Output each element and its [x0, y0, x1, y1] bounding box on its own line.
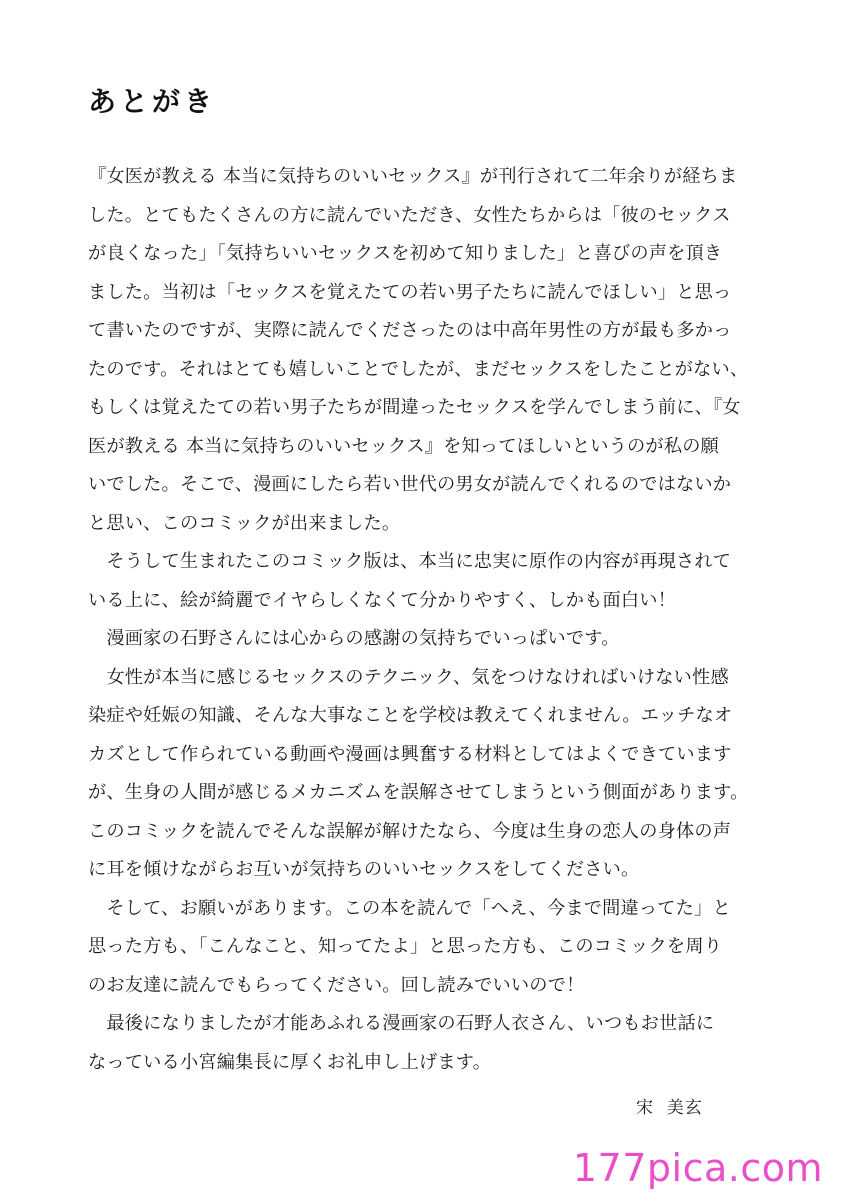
author-signature: 宋 美玄	[636, 1098, 703, 1118]
text-line: いる上に、絵が綺麗でイヤらしくなくて分かりやすく、しかも面白い！	[88, 589, 677, 611]
text-line: いでした。そこで、漫画にしたら若い世代の男女が読んでくれるのではないか	[88, 474, 732, 495]
text-line: が良くなった」「気持ちいいセックスを初めて知りました」と喜びの声を頂き	[88, 243, 723, 264]
text-line: そうして生まれたこのコミック版は、本当に忠実に原作の内容が再現されて	[88, 551, 732, 572]
text-line: 思った方も、「こんなこと、知ってたよ」と思った方も、このコミックを周り	[88, 936, 723, 957]
text-line: て書いたのですが、実際に読んでくださったのは中高年男性の方が最も多かっ	[88, 320, 732, 341]
text-line: と思い、このコミックが出来ました。	[88, 512, 401, 534]
text-line: 漫画家の石野さんには心からの感謝の気持ちでいっぱいです。	[88, 628, 620, 649]
text-line: なっている小宮編集長に厚くお礼申し上げます。	[88, 1051, 492, 1073]
text-line: そして、お願いがあります。この本を読んで「へえ、今まで間違ってた」と	[88, 897, 731, 919]
text-line: 最後になりましたが才能あふれる漫画家の石野人衣さん、いつもお世話に	[88, 1013, 715, 1034]
site-watermark: 177pica.com	[572, 1146, 823, 1190]
text-line: のお友達に読んでもらってください。回し読みでいいので！	[88, 974, 585, 996]
text-line: 女性が本当に感じるセックスのテクニック、気をつけなければいけない性感	[88, 666, 729, 688]
text-line: に耳を傾けながらお互いが気持ちのいいセックスをしてください。	[88, 859, 640, 880]
text-line: カズとして作られている動画や漫画は興奮する材料としてはよくできています	[88, 743, 732, 765]
text-line: このコミックを読んでそんな誤解が解けたなら、今度は生身の恋人の身体の声	[88, 820, 732, 842]
page-title: あとがき	[88, 85, 217, 118]
text-line: 染症や妊娠の知識、そんな大事なことを学校は教えてくれません。エッチなオ	[88, 705, 733, 726]
text-line: もしくは覚えたての若い男子たちが間違ったセックスを学んでしまう前に、『女	[88, 397, 741, 418]
text-line: した。とてもたくさんの方に読んでいただき、女性たちからは「彼のセックス	[88, 204, 731, 226]
body-text	[88, 158, 768, 1082]
text-line: 医が教える 本当に気持ちのいいセックス』を知ってほしいというのが私の願	[88, 435, 719, 457]
text-line: 『女医が教える 本当に気持ちのいいセックス』が刊行されて二年余りが経ちま	[88, 166, 738, 187]
text-line: が、生身の人間が感じるメカニズムを誤解させてしまうという側面があります。	[88, 782, 749, 803]
text-line: たのです。それはとても嬉しいことでしたが、まだセックスをしたことがない、	[88, 358, 749, 380]
text-line: ました。当初は「セックスを覚えたての若い男子たちに読んでほしい」と思っ	[88, 281, 732, 303]
